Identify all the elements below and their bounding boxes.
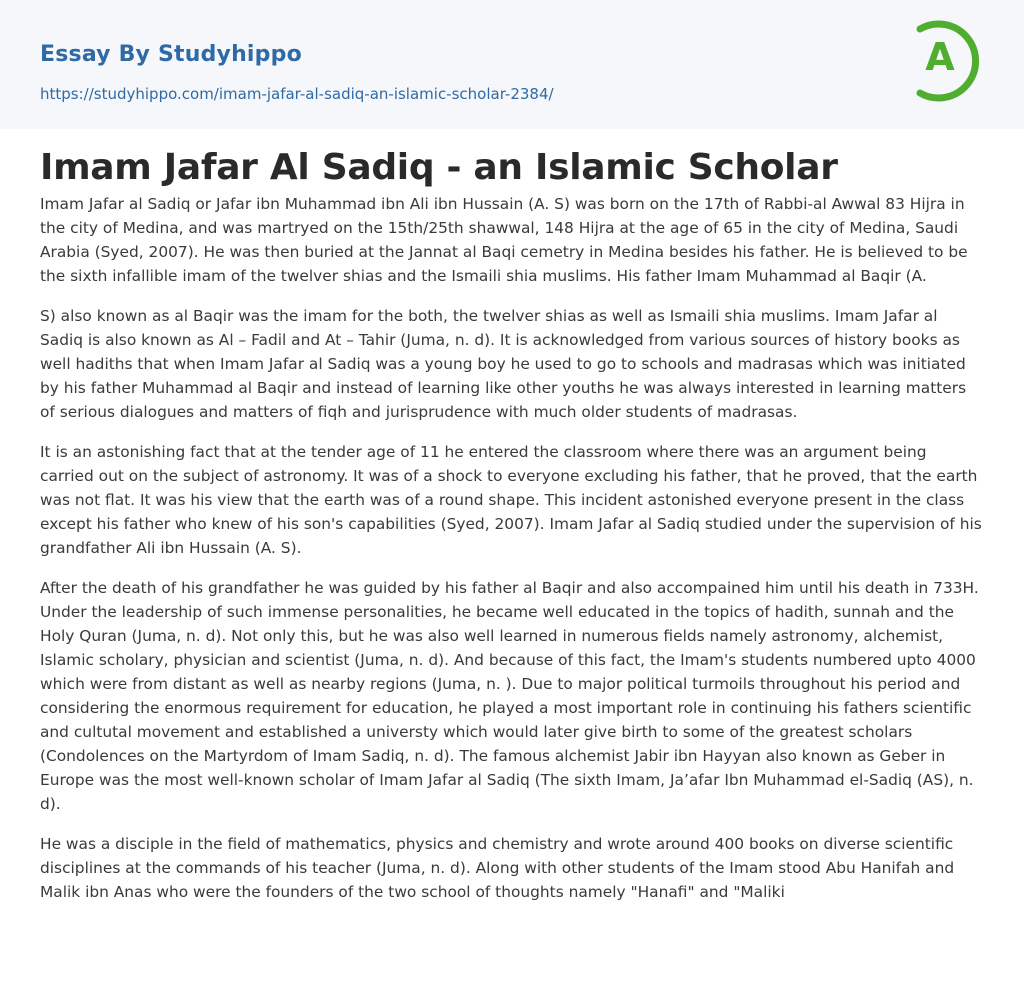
logo-letter: A [925, 35, 955, 79]
paragraph: After the death of his grandfather he was guided by his father al Baqir and also accompained him until his death in 733H. Under the leadership of such immense personalities, he became well educated in the topics of hadith, sunnah and the Holy Quran (Juma, n. d). Not only this, but he was also well learned in numerous fields namely astronomy, alchemist, Islamic scholary, physician and scientist (Juma, n. d). And because of this fact, the Imam's students numbered upto 4000 which were from distant as well as nearby regions (Juma, n. ). Due to major political turmoils throughout his period and considering the enormous requirement for education, he played a most important role in continuing his fathers scientific and cultutal movement and established a universty which would later give birth to some of the greatest scholars (Condolences on the Martyrdom of Imam Sadiq, n. d). The famous alchemist Jabir ibn Hayyan also known as Geber in Europe was the most well-known scholar of Imam Jafar al Sadiq (The sixth Imam, Ja’afar Ibn Muhammad el-Sadiq (AS), n. d). [40, 579, 979, 813]
paragraph: He was a disciple in the field of mathematics, physics and chemistry and wrote around 400 books on diverse scientific disciplines at the commands of his teacher (Juma, n. d). Along with other students of the Imam stood Abu Hanifah and Malik ibn Anas who were the founders of the two school of thoughts namely "Hanafi" and "Maliki [40, 835, 955, 901]
essay-url-link[interactable]: https://studyhippo.com/imam-jafar-al-sadiq-an-islamic-scholar-2384/ [40, 85, 554, 103]
paragraph: S) also known as al Baqir was the imam for the both, the twelver shias as well as Ismaili shia muslims. Imam Jafar al Sadiq is also known as Al – Fadil and At – Tahir (Juma, n. d). It is acknowledged from various sources of history books as well hadiths that when Imam Jafar al Sadiq was a young boy he used to go to schools and madrasas which was initiated by his father Muhammad al Baqir and instead of learning like other youths he was always interested in learning matters of serious dialogues and matters of fiqh and jurisprudence with much older students of madrasas. [40, 307, 967, 421]
page-title: Imam Jafar Al Sadiq - an Islamic Scholar [40, 147, 838, 188]
brand-title[interactable]: Essay By Studyhippo [40, 42, 302, 67]
paragraph: It is an astonishing fact that at the tender age of 11 he entered the classroom where there was an argument being carried out on the subject of astronomy. It was of a shock to everyone excluding his father, that he proved, that the earth was not flat. It was his view that the earth was of a round shape. This incident astonished everyone present in the class except his father who knew of his son's capabilities (Syed, 2007). Imam Jafar al Sadiq studied under the supervision of his grandfather Ali ibn Hussain (A. S). [40, 443, 982, 557]
paragraph: Imam Jafar al Sadiq or Jafar ibn Muhammad ibn Ali ibn Hussain (A. S) was born on the 17th of Rabbi-al Awwal 83 Hijra in the city of Medina, and was martryed on the 15th/25th shawwal, 148 Hijra at the age of 65 in the city of Medina, Saudi Arabia (Syed, 2007). He was then buried at the Jannat al Baqi cemetry in Medina besides his father. He is believed to be the sixth infallible imam of the twelver shias and the Ismaili shia muslims. His father Imam Muhammad al Baqir (A. [40, 195, 968, 285]
article-body [0, 146, 1024, 904]
studyhippo-logo-icon[interactable] [912, 18, 988, 106]
site-header [0, 0, 1024, 129]
